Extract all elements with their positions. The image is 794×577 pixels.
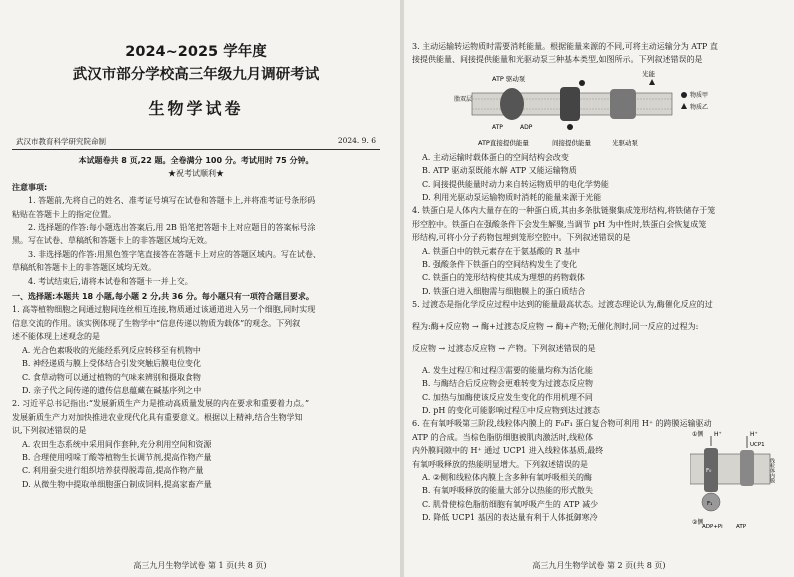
- q1-stem: 1. 高等植物细胞之间通过胞间连丝相互连接,物质通过该通道进入另一个细胞,同时实现: [12, 305, 316, 315]
- q6-option-d: D. 降低 UCP1 基因的表达量有利于人体抵御寒冷: [422, 513, 598, 523]
- q3-option-b: B. ATP 驱动泵既能水解 ATP 又能运输物质: [422, 166, 577, 176]
- q5-option-c: C. 加热与加酶使该反应发生变化的作用机理不同: [422, 392, 593, 402]
- q2-option-d: D. 从微生物中提取单细胞蛋白制成饲料,提高家畜产量: [22, 479, 212, 489]
- q3-stem: 3. 主动运输转运物质时需要消耗能量。根据能量来源的不同,可将主动运输分为 ATP 直: [412, 42, 718, 51]
- q4-stem: 形结构,可将小分子药物包埋到笼形空腔中。下列叙述错误的是: [412, 233, 631, 243]
- q1-option-a: A. 光合色素吸收的光能经系列反应转移至有机物中: [22, 345, 201, 355]
- q5-option-a: A. 发生过程①和过程③需要的能量均称为活化能: [422, 365, 593, 375]
- notes-title: 注意事项:: [12, 182, 48, 192]
- exam-info: 本试题卷共 8 页,22 题。全卷满分 100 分。考试用时 75 分钟。: [78, 156, 314, 165]
- light-label: 光能: [642, 69, 655, 78]
- mitochondria-diagram: [690, 428, 780, 530]
- section-1-heading: 一、选择题:本题共 18 小题,每小题 2 分,共 36 分。每小题只有一项符合题目要求。: [12, 292, 314, 302]
- legend-b: 物质乙: [690, 103, 709, 111]
- note-line: 3. 非选择题的作答:用黑色签字笔直接答在答题卡上对应的答题区域内。写在试卷、: [28, 249, 321, 259]
- q5-stem: 反应物 → 过渡态反应物 → 产物。下列叙述错误的是: [412, 343, 596, 353]
- h-ion-label: H⁺: [714, 431, 722, 438]
- q6-stem: 内外膜间隙中的 H⁺ 通过 UCP1 进入线粒体基质,最终: [412, 446, 604, 456]
- q1-option-b: B. 神经递质与膜上受体结合引发突触后膜电位变化: [22, 359, 201, 369]
- issuer-row: [12, 136, 380, 150]
- q4-stem: 4. 铁蛋白是人体内大量存在的一种蛋白质,其由多条肽链聚集成笼形结构,将铁储存于笼: [412, 206, 716, 216]
- q5-option-d: D. pH 的变化可能影响过程①中反应物到达过渡态: [422, 405, 600, 415]
- q2-option-a: A. 农田生态系统中采用间作套种,充分利用空间和资源: [22, 439, 212, 449]
- atp-label: ATP: [492, 123, 503, 131]
- note-line: 4. 考试结束后,请将本试卷和答题卡一并上交。: [28, 276, 193, 286]
- q4-option-d: D. 铁蛋白进入细胞需与细胞膜上的蛋白质结合: [422, 286, 586, 296]
- direct-energy-label: ATP直接提供能量: [478, 138, 529, 147]
- note-line: 粘贴在答题卡上的指定位置。: [12, 209, 116, 219]
- q1-option-c: C. 食草动物可以通过植物的气味来辨别和摄取食物: [22, 372, 201, 382]
- q4-stem: 形空腔中。铁蛋白在强酸条件下会发生解聚,当调节 pH 为中性时,铁蛋白会恢复成笼: [412, 219, 707, 229]
- transport-diagram-svg: [452, 69, 712, 149]
- indirect-energy-label: 间接提供能量: [552, 138, 591, 147]
- q6-option-a: A. ②侧和线粒体内膜上含多种有氧呼吸相关的酶: [422, 472, 593, 482]
- note-line: 1. 答题前,先将自己的姓名、准考证号填写在试卷和答题卡上,并将准考证号条形码: [28, 196, 316, 206]
- q3-option-a: A. 主动运输时载体蛋白的空间结构会改变: [422, 152, 569, 162]
- q4-option-c: C. 铁蛋白的笼形结构使其成为理想的药物载体: [422, 273, 585, 283]
- q5-stem: 5. 过渡态是指化学反应过程中达到的能量最高状态。过渡态理论认为,酶催化反应的过: [412, 300, 713, 310]
- q3-stem: 接提供能量、间接提供能量和光驱动泵三种基本类型,如图所示。下列叙述错误的是: [412, 55, 703, 65]
- q2-stem: 2. 习近平总书记指出:“发展新质生产力是推动高质量发展的内在要求和重要着力点。”: [12, 399, 310, 409]
- adp-pi-label: ADP+Pi: [702, 524, 723, 530]
- q6-stem: ATP 的合成。当棕色脂肪细胞被肌肉激活时,线粒体: [412, 432, 594, 442]
- exam-title: 武汉市部分学校高三年级九月调研考试: [72, 67, 320, 83]
- q6-option-c: C. 肌骨使棕色脂肪细胞有氧呼吸产生的 ATP 减少: [422, 499, 599, 509]
- q6-option-b: B. 有氧呼吸释放的能量大部分以热能的形式散失: [422, 486, 593, 496]
- ucp1-label: UCP1: [750, 442, 765, 448]
- f1-label: F₁: [707, 501, 713, 507]
- q3-option-d: D. 利用光驱动泵运输物质时消耗的能量来源于光能: [422, 193, 602, 203]
- q6-stem: 6. 在有氧呼吸第三阶段,线粒体内膜上的 F₀F₁ 蛋白复合物可利用 H⁺ 的跨膜运输驱动: [412, 419, 712, 429]
- adp-label: ADP: [520, 123, 533, 131]
- q4-option-a: A. 铁蛋白中的铁元素存在于氨基酸的 R 基中: [422, 246, 580, 256]
- note-line: 黑。写在试卷、草稿纸和答题卡上的非答题区域均无效。: [12, 236, 212, 246]
- inner-membrane-label: 线粒体内膜: [769, 458, 775, 483]
- q2-stem: 识,下列叙述错误的是: [12, 426, 87, 436]
- page-2-footer: 高三九月生物学试卷 第 2 页(共 8 页): [532, 561, 666, 570]
- q4-option-b: B. 强酸条件下铁蛋白的空间结构发生了变化: [422, 260, 577, 270]
- q6-stem: 有氧呼吸释放的热能明显增大。下列叙述错误的是: [412, 459, 588, 469]
- q2-option-b: B. 合理使用吲哚丁酸等植物生长调节剂,提高作物产量: [22, 452, 212, 462]
- side-1-label: ①侧: [692, 431, 704, 438]
- page-2: [404, 0, 794, 577]
- h-ion-label: H⁺: [750, 431, 758, 438]
- q2-option-c: C. 利用蚕尖进行组织培养获得脱毒苗,提高作物产量: [22, 466, 204, 476]
- transport-diagram: [452, 69, 712, 149]
- q1-option-d: D. 亲子代之间传递的遗传信息蕴藏在碱基序列之中: [22, 385, 202, 395]
- q5-option-b: B. 与酶结合后反应物会更难转变为过渡态反应物: [422, 379, 593, 389]
- exam-date: 2024. 9. 6: [337, 136, 376, 145]
- atp-pump-label: ATP 驱动泵: [492, 74, 526, 83]
- mitochondria-diagram-svg: [690, 428, 780, 530]
- light-pump-label: 光驱动泵: [612, 138, 638, 147]
- membrane-label: 脂双层: [454, 95, 473, 103]
- page-1-footer: 高三九月生物学试卷 第 1 页(共 8 页): [133, 561, 267, 570]
- q1-stem: 述不能体现上述观念的是: [12, 332, 100, 342]
- note-line: 2. 选择题的作答:每小题选出答案后,用 2B 铅笔把答题卡上对应题目的答案标号涂: [28, 223, 316, 233]
- q1-stem: 信息交流的作用。该实例体现了生物学中“信息传递以物质为载体”的观念。下列叙: [12, 318, 301, 328]
- subject-title: 生物学试卷: [148, 99, 244, 118]
- legend-marker-b: [681, 103, 687, 109]
- legend-marker-a: [681, 92, 687, 98]
- good-luck: ★祝考试顺利★: [168, 169, 224, 179]
- legend-a: 物质甲: [690, 91, 709, 99]
- side-2-label: ②侧: [692, 519, 704, 526]
- note-line: 草稿纸和答题卡上的非答题区域均无效。: [12, 263, 156, 273]
- f0-label: F₀: [706, 468, 712, 474]
- school-year-title: 2024~2025 学年度: [125, 44, 267, 60]
- q2-stem: 发展新质生产力对加快推进农业现代化具有重要意义。根据以上精神,结合生物学知: [12, 412, 303, 422]
- q5-stem: 程为:酶+反应物 → 酶+过渡态反应物 → 酶+产物;无催化剂时,同一反应的过程为:: [412, 321, 699, 331]
- q3-option-c: C. 间接提供能量时动力来自转运物质甲的电化学势能: [422, 179, 609, 189]
- atp-label: ATP: [736, 524, 747, 530]
- issuer: 武汉市教育科学研究院命制: [16, 137, 106, 146]
